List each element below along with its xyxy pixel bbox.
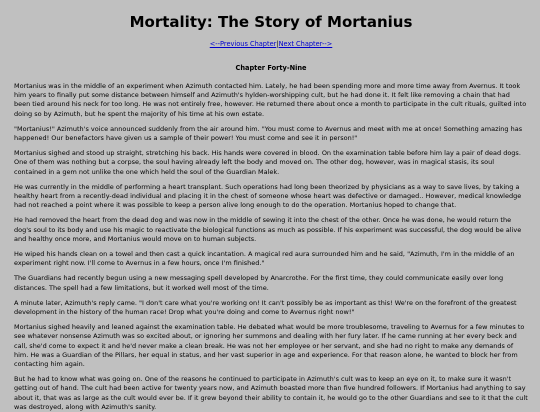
paragraph: Mortanius was in the middle of an experiment when Azimuth contacted him. Lately, he had been spending more and more time away from Avernus. It took him years to finally put some distance between himself and Azimuth's hylden-worshipping cult, but he had done it. It felt like removing a chain that had been tied around his neck for too long. He was not entirely free, however. He returned there about once a month to participate in the cult rituals, guilted into doing so by Azimuth, but he spent the majority of his time at his own estate.	[14, 82, 527, 118]
story-title: Mortality: The Story of Mortanius	[129, 13, 413, 31]
paragraph: Mortanius sighed and stood up straight, stretching his back. His hands were covered in blood. On the examination table before him lay a pair of dead dogs. One of them was nothing but a corpse, the soul having already left the body and moved on. The other dog, however, was in magical stasis, its soul contained in a gem not unlike the one which held the soul of the Guardian Malek.	[14, 149, 521, 176]
paragraph: But he had to know what was going on. One of the reasons he continued to participate in Azimuth's cult was to keep an eye on it, to make sure it wasn't getting out of hand. The cult had been active for twenty years now, and Azimuth boasted more than five hundred followers. If Mortanius had anything to say about it, that was as large as the cult would ever be. If it grew beyond their ability to contain it, he would go to the other Guardians and see to it that the cult was destroyed, along with Azimuth's sanity.	[14, 375, 528, 411]
chapter-navigation	[14, 40, 528, 52]
chapter-heading: Chapter Forty-Nine	[235, 64, 307, 72]
paragraph: He was currently in the middle of performing a heart transplant. Such operations had long been theorized by physicians as a way to save lives, by taking a healthy heart from a recently-dead individual and placing it in the chest of someone whose heart was defective or damaged.. However, medical knowledge had not reached a point where it was possible to keep a person alive long enough to do the operation. Mortanius hoped to change that.	[14, 182, 522, 210]
chapter-body	[14, 82, 528, 412]
paragraph: "Mortanius!" Azimuth's voice announced suddenly from the air around him. "You must come to Avernus and meet with me at once! Something amazing has happened! Our benefactors have given us a sample of their power! You must come and see it in person!"	[14, 124, 523, 143]
paragraph: A minute later, Azimuth's reply came. "I don't care what you're working on! It can't possibly be as important as this! We're on the forefront of the greatest development in the history of the human race! Drop what you're doing and come to Avernus right now!"	[14, 298, 517, 317]
previous-chapter-link[interactable]: <--Previous Chapter	[209, 40, 277, 48]
paragraph: He had removed the heart from the dead dog and was now in the middle of sewing it into the chest of the other. Once he was done, he would return the dog's soul to its body and use his magic to reactivate the biological functions as much as possible. If his experiment was successful, the dog would be alive and healthy once more, and Mortanius would move on to human subjects.	[14, 216, 522, 243]
paragraph: Mortanius sighed heavily and leaned against the examination table. He debated what would be more troublesome, traveling to Avernus for a few minutes to see whatever nonsense Azimuth was so excited about, or ignoring her summons and dealing with her fury later. If he came running at her every beck and call, she'd come to expect it and he'd never make a clean break. He was not her employee or her servant, and she had no right to make any demands of him. He was a Guardian of the Pillars, her equal in status, and her vast superior in age and experience. For that reason alone, he wanted to block her from contacting him again.	[14, 323, 525, 369]
paragraph: The Guardians had recently begun using a new messaging spell developed by Anarcrothe. For the first time, they could communicate easily over long distances. The spell had a few limitations, but it worked well most of the time.	[14, 274, 504, 292]
nav-separator: |	[276, 40, 279, 48]
paragraph: He wiped his hands clean on a towel and then cast a quick incantation. A magical red aura surrounded him and he said, "Azimuth, I'm in the middle of an experiment right now. I'll come to Avernus in a few hours, once I'm finished."	[14, 250, 515, 268]
next-chapter-link[interactable]: Next Chapter-->	[278, 40, 333, 48]
